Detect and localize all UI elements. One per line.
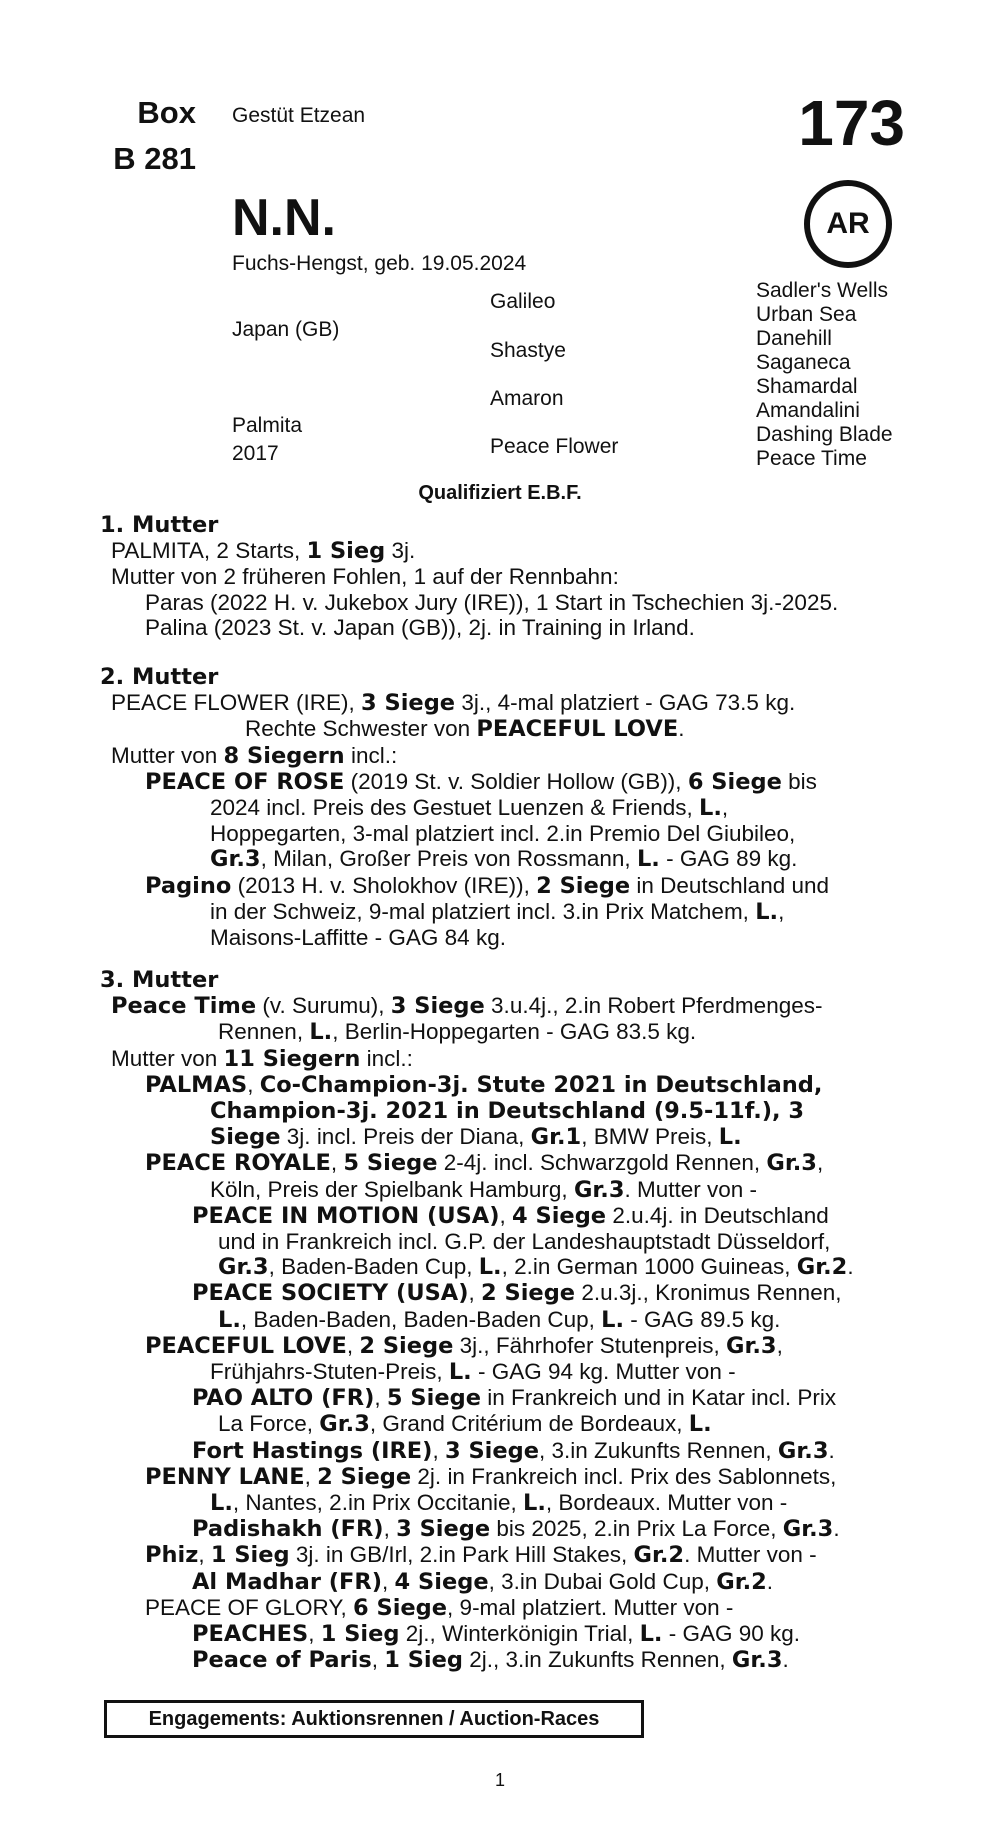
record-line: PEACE SOCIETY (USA), 2 Siege 2.u.3j., Kronimus Rennen, [192,1280,842,1307]
record-line: PEACEFUL LOVE, 2 Siege 3j., Fährhofer Stutenpreis, Gr.3, [145,1332,783,1359]
bold-highlight: Fort Hastings (IRE) [192,1437,433,1464]
record-line: PEACHES, 1 Sieg 2j., Winterkönigin Trial, L. - GAG 90 kg. [192,1621,801,1648]
bold-highlight: 3 Siege [444,1437,540,1464]
third-dam-section [100,968,908,1673]
bold-highlight: PENNY LANE [145,1463,305,1490]
record-line: in der Schweiz, 9-mal platziert incl. 3.in Prix Matchem, L., [210,898,785,925]
second-dam-heading: 2. Mutter [100,664,219,690]
bold-highlight: 2 Siege [536,872,631,899]
record-line: PALMAS, Co-Champion-3j. Stute 2021 in Deutschland, [145,1071,823,1098]
box-label: Box [137,95,196,130]
bold-highlight: PEACEFUL LOVE [476,716,679,743]
pedigree-sire-sire: Galileo [490,290,556,313]
record-line: Maisons-Laffitte - GAG 84 kg. [210,925,506,951]
second-dam-section [100,665,908,950]
bold-highlight: 2 Siege [317,1463,412,1490]
record-line: PENNY LANE, 2 Siege 2j. in Frankreich incl. Prix des Sablonnets, [145,1463,837,1490]
pedigree-g3-7: Dashing Blade [756,423,893,446]
record-line: Mutter von 2 früheren Fohlen, 1 auf der Rennbahn: [111,564,619,590]
bold-highlight: L. [636,846,660,873]
pedigree-g3-2: Urban Sea [756,303,857,326]
bold-highlight: Gr.3 [777,1437,829,1464]
record-line: Palina (2023 St. v. Japan (GB)), 2j. in Training in Irland. [145,614,695,640]
record-line: Peace Time (v. Surumu), 3 Siege 3.u.4j., 2.in Robert Pferdmenges- [111,993,823,1020]
record-line: L., Baden-Baden, Baden-Baden Cup, L. - GAG 89.5 kg. [218,1306,781,1333]
box-number: B 281 [113,141,196,176]
bold-highlight: PEACE OF ROSE [145,768,345,795]
bold-highlight: L. [210,1490,233,1517]
bold-highlight: L. [523,1490,546,1517]
pedigree-dam-year: 2017 [232,442,279,465]
pedigree-g3-8: Peace Time [756,447,867,470]
record-line: L., Nantes, 2.in Prix Occitanie, L., Bordeaux. Mutter von - [210,1490,788,1517]
first-dam-heading: 1. Mutter [100,512,219,538]
bold-highlight: L. [755,898,779,925]
bold-highlight: 3 Siege [396,1516,491,1543]
bold-highlight: 6 Siege [687,768,782,795]
pedigree-sire: Japan (GB) [232,318,340,341]
engagements-box: Engagements: Auktionsrennen / Auction-Races [104,1700,644,1738]
record-line: PEACE ROYALE, 5 Siege 2-4j. incl. Schwarzgold Rennen, Gr.3, [145,1150,824,1177]
pedigree-g3-5: Shamardal [756,375,858,398]
bold-highlight: 11 Siegern [223,1045,361,1072]
record-line: PALMITA, 2 Starts, 1 Sieg 3j. [111,538,416,565]
bold-highlight: 4 Siege [512,1202,607,1229]
breeder: Gestüt Etzean [232,104,366,127]
bold-highlight: Phiz [145,1542,199,1569]
record-line: PEACE OF ROSE (2019 St. v. Soldier Hollow (GB)), 6 Siege bis [145,768,817,795]
bold-highlight: 4 Siege [394,1568,489,1595]
bold-highlight: Peace of Paris [192,1647,372,1674]
record-line: Al Madhar (FR), 4 Siege, 3.in Dubai Gold Cup, Gr.2. [192,1568,774,1595]
bold-highlight: Pagino [145,872,232,899]
bold-highlight: Gr.2 [633,1542,685,1569]
bold-highlight: 3 Siege [361,690,456,717]
bold-highlight: PALMAS [145,1071,248,1098]
record-line: Gr.3, Baden-Baden Cup, L., 2.in German 1000 Guineas, Gr.2. [218,1254,854,1281]
bold-highlight: Gr.3 [210,846,261,873]
bold-highlight: 2 Siege [481,1280,576,1307]
bold-highlight: Gr.1 [530,1124,582,1151]
bold-highlight: Co-Champion-3j. Stute 2021 in Deutschland, [259,1071,823,1098]
pedigree-g3-6: Amandalini [756,399,860,422]
horse-description: Fuchs-Hengst, geb. 19.05.2024 [232,252,527,275]
record-line [100,1098,908,1124]
ar-badge: AR [804,180,892,268]
pedigree-sire-dam: Shastye [490,339,566,362]
bold-highlight: PAO ALTO (FR) [192,1385,375,1412]
bold-highlight: Gr.3 [731,1647,783,1674]
bold-highlight: Gr.3 [218,1254,269,1281]
pedigree-dam-dam: Peace Flower [490,435,619,458]
bold-highlight: Al Madhar (FR) [192,1568,383,1595]
pedigree-g3-1: Sadler's Wells [756,279,888,302]
record-line: PEACE OF GLORY, 6 Siege, 9-mal platziert. Mutter von - [145,1594,734,1621]
bold-highlight: PEACE ROYALE [145,1150,331,1177]
bold-highlight: 5 Siege [386,1385,481,1412]
bold-highlight: L. [309,1019,333,1046]
bold-highlight: 1 Sieg [320,1621,400,1648]
bold-highlight: Champion-3j. 2021 in Deutschland (9.5-11f.), 3 [210,1098,805,1125]
record-line: PEACE IN MOTION (USA), 4 Siege 2.u.4j. in Deutschland [192,1202,829,1229]
bold-highlight: 5 Siege [343,1150,438,1177]
bold-highlight: 8 Siegern [223,742,345,769]
record-line: Frühjahrs-Stuten-Preis, L. - GAG 94 kg. Mutter von - [210,1359,736,1386]
record-line: PAO ALTO (FR), 5 Siege in Frankreich und in Katar incl. Prix [192,1385,837,1412]
bold-highlight: L. [688,1411,712,1438]
bold-highlight: L. [218,1306,241,1333]
bold-highlight: Gr.3 [766,1150,817,1177]
pedigree-dam: Palmita [232,414,303,437]
bold-highlight: PEACEFUL LOVE [145,1332,347,1359]
bold-highlight: 1 Sieg [210,1542,290,1569]
record-line: Pagino (2013 H. v. Sholokhov (IRE)), 2 Siege in Deutschland und [145,872,830,899]
bold-highlight: 3 Siege [390,993,485,1020]
bold-highlight: Siege [210,1124,281,1151]
first-dam-section [100,513,908,640]
bold-highlight: L. [639,1621,663,1648]
record-line: Phiz, 1 Sieg 3j. in GB/Irl, 2.in Park Hill Stakes, Gr.2. Mutter von - [145,1542,817,1569]
record-line: Fort Hastings (IRE), 3 Siege, 3.in Zukunfts Rennen, Gr.3. [192,1437,835,1464]
bold-highlight: 1 Sieg [306,538,386,565]
horse-name: N.N. [232,189,336,247]
lot-number: 173 [798,87,905,159]
qualification: Qualifiziert E.B.F. [418,482,582,504]
record-line: Paras (2022 H. v. Jukebox Jury (IRE)), 1 Start in Tschechien 3j.-2025. [145,589,839,615]
bold-highlight: Peace Time [111,993,257,1020]
record-line: Hoppegarten, 3-mal platziert incl. 2.in Premio Del Giubileo, [210,821,796,847]
record-line: Mutter von 11 Siegern incl.: [111,1045,413,1072]
record-line: 2024 incl. Preis des Gestuet Luenzen & Friends, L., [210,795,729,822]
bold-highlight: PEACE IN MOTION (USA) [192,1202,500,1229]
record-line: PEACE FLOWER (IRE), 3 Siege 3j., 4-mal platziert - GAG 73.5 kg. [111,690,796,717]
bold-highlight: PEACHES [192,1621,309,1648]
record-line: Siege 3j. incl. Preis der Diana, Gr.1, BMW Preis, L. [210,1124,742,1151]
bold-highlight: L. [601,1306,625,1333]
bold-highlight: Gr.3 [726,1332,777,1359]
record-line: Köln, Preis der Spielbank Hamburg, Gr.3. Mutter von - [210,1176,758,1203]
bold-highlight: 6 Siege [353,1594,448,1621]
bold-highlight: Gr.3 [573,1176,625,1203]
pedigree-g3-3: Danehill [756,327,832,350]
bold-highlight: L. [699,795,722,822]
bold-highlight: L. [448,1359,472,1386]
page-number: 1 [494,1770,505,1790]
third-dam-heading: 3. Mutter [100,967,219,993]
bold-highlight: Padishakh (FR) [192,1516,384,1543]
record-line: Rechte Schwester von PEACEFUL LOVE. [245,716,685,743]
record-line: Gr.3, Milan, Großer Preis von Rossmann, L. - GAG 89 kg. [210,846,798,873]
record-line: La Force, Gr.3, Grand Critérium de Bordeaux, L. [218,1411,712,1438]
bold-highlight: 2 Siege [359,1332,454,1359]
bold-highlight: Gr.3 [319,1411,370,1438]
record-line: und in Frankreich incl. G.P. der Landeshauptstadt Düsseldorf, [218,1229,831,1255]
record-line: Rennen, L., Berlin-Hoppegarten - GAG 83.5 kg. [218,1019,697,1046]
bold-highlight: Gr.2 [796,1254,848,1281]
record-line: Peace of Paris, 1 Sieg 2j., 3.in Zukunfts Rennen, Gr.3. [192,1647,789,1674]
bold-highlight: Gr.3 [782,1516,834,1543]
bold-highlight: L. [718,1124,742,1151]
record-line: Padishakh (FR), 3 Siege bis 2025, 2.in Prix La Force, Gr.3. [192,1516,840,1543]
bold-highlight: PEACE SOCIETY (USA) [192,1280,469,1307]
bold-highlight: L. [478,1254,502,1281]
bold-highlight: 1 Sieg [384,1647,464,1674]
record-line: Mutter von 8 Siegern incl.: [111,742,398,769]
pedigree-dam-sire: Amaron [490,387,564,410]
pedigree-g3-4: Saganeca [756,351,851,374]
bold-highlight: Gr.2 [716,1568,767,1595]
